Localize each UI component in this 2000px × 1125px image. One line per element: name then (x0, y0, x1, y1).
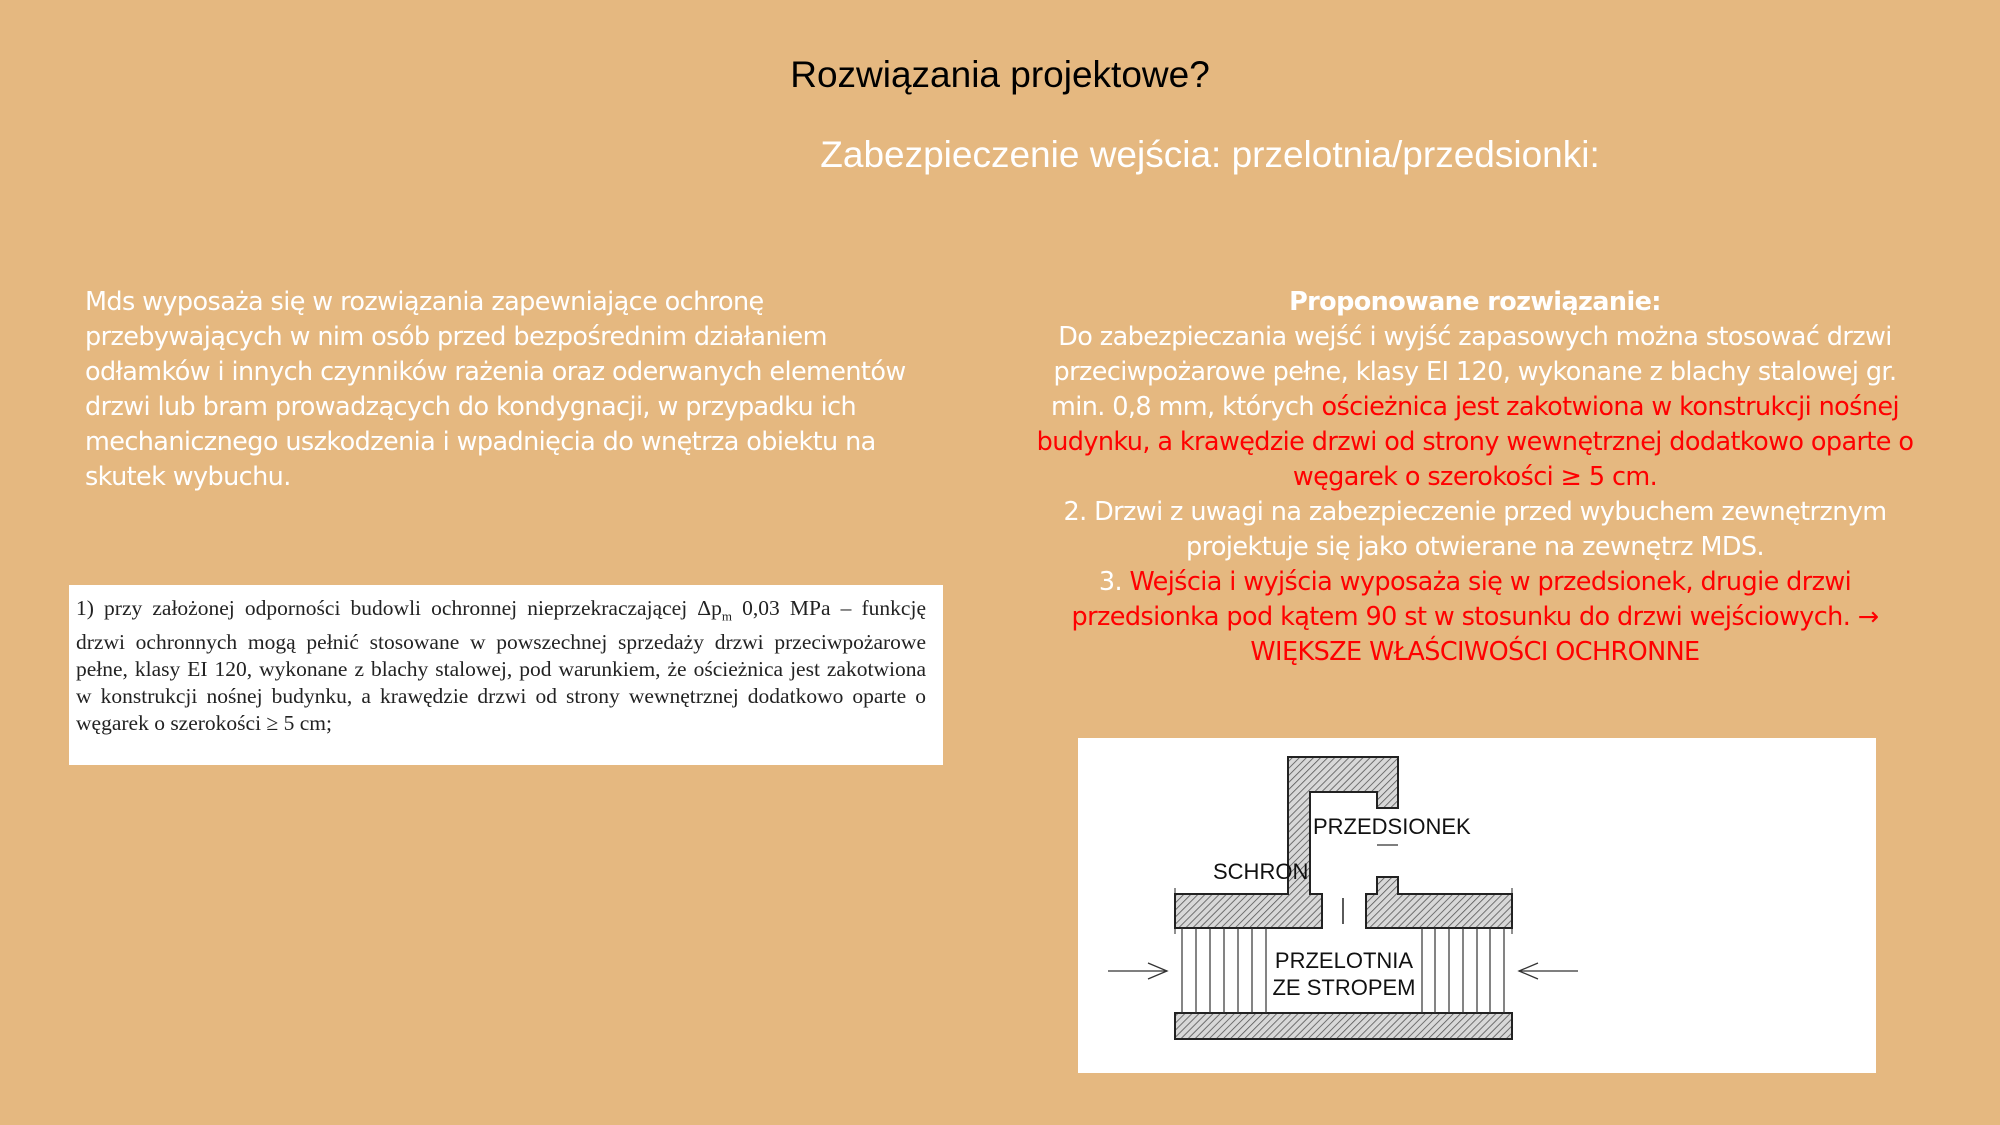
proposed-item-2: 2. Drzwi z uwagi na zabezpieczenie przed wybuchem zewnętrznym projektuje się jako otwierane na zewnętrz MDS. (1063, 497, 1887, 562)
left-paragraph: Mds wyposaża się w rozwiązania zapewniające ochronę przebywających w nim osób przed bezpośrednim działaniem odłamków i innych czynników rażenia oraz oderwanych elementów drzwi lub bram prowadzących do kondygnacji, w przypadku ich mechanicznego uszkodzenia i wpadnięcia do wnętrza obiektu na skutek wybuchu. (85, 287, 906, 492)
proposed-item-3 (1030, 565, 1920, 670)
label-przedsionek: PRZEDSIONEK (1313, 814, 1471, 839)
item1-red-text: ościeżnica jest zakotwiona w konstrukcji nośnej budynku, a krawędzie drzwi od strony wewnętrznej dodatkowo oparte o węgarek o szerokości ≥ 5 cm. (1036, 392, 1914, 492)
label-przelotnia-2: ZE STROPEM (1272, 975, 1416, 1000)
regulation-excerpt-image (69, 585, 943, 765)
left-arrow-icon (1108, 963, 1167, 979)
left-wall-and-slab (1175, 757, 1398, 928)
proposed-solution-heading: Proponowane rozwiązanie: (1289, 287, 1661, 317)
proposed-item-1 (1030, 320, 1920, 495)
label-przelotnia-1: PRZELOTNIA (1274, 948, 1414, 973)
regulation-excerpt-text (76, 595, 926, 737)
slide-subtitle: Zabezpieczenie wejścia: przelotnia/przedsionki: (820, 134, 1600, 175)
proposed-solution (1030, 285, 1920, 670)
item3-red-text: Wejścia i wyjścia wyposaża się w przedsionek, drugie drzwi przedsionka pod kątem 90 st w stosunku do drzwi wejściowych. → (1071, 567, 1879, 632)
right-arrow-icon (1519, 963, 1578, 979)
left-vertical-lines (1182, 928, 1266, 1013)
excerpt-subscript: m (721, 608, 732, 624)
excerpt-part2: 0,03 MPa – funkcję drzwi ochronnych mogą pełnić stosowane w powszechnej sprzedaży drzwi przeciwpożarowe pełne, klasy EI 120, wykonane z blachy stalowej, pod warunkiem, że ościeżnica jest zakotwiona w konstrukcji nośnej budynku, a krawędzie drzwi od strony wewnętrznej dodatkowo oparte o węgarek o szerokości ≥ 5 cm; (76, 596, 926, 736)
entrance-diagram (1078, 738, 1876, 1073)
slide-title: Rozwiązania projektowe? (790, 54, 1210, 95)
item3-number: 3. (1098, 567, 1130, 597)
label-schron: SCHRON (1213, 859, 1309, 884)
right-vertical-lines (1422, 928, 1504, 1013)
bottom-slab (1175, 1013, 1512, 1039)
item1-white-text: Do zabezpieczania wejść i wyjść zapasowych można stosować drzwi przeciwpożarowe pełne, klasy EI 120, wykonane z blachy stalowej gr. min. 0,8 mm, których (1051, 322, 1897, 422)
entrance-diagram-svg (1078, 738, 1876, 1073)
excerpt-part1: 1) przy założonej odporności budowli ochronnej nieprzekraczającej Δp (76, 596, 722, 620)
item3-emphasis: WIĘKSZE WŁAŚCIWOŚCI OCHRONNE (1250, 637, 1700, 667)
right-slab (1366, 877, 1512, 928)
